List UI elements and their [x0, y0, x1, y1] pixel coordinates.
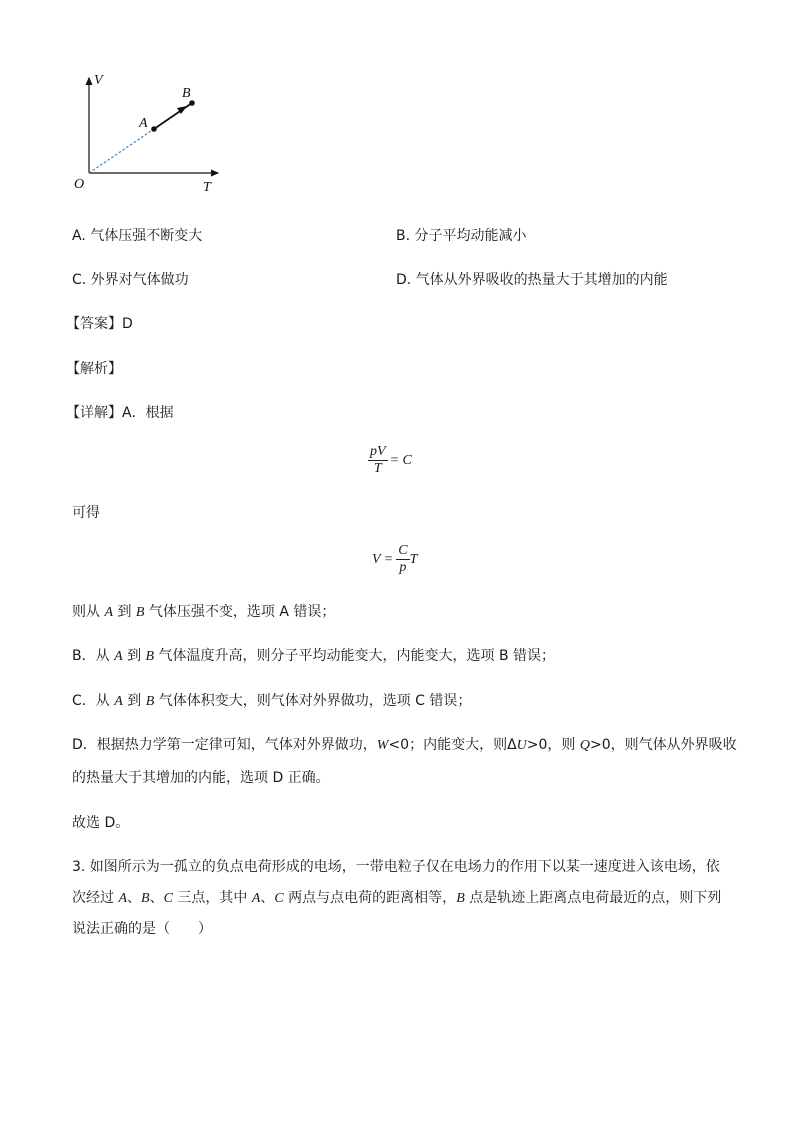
option-a: A. 气体压强不断变大: [72, 228, 203, 244]
formula2-c: C: [398, 543, 408, 558]
formula-volume: [372, 543, 417, 576]
text: 到: [122, 648, 146, 664]
text: 到: [122, 693, 146, 709]
analysis-label: 【解析】: [66, 361, 122, 377]
text: 到: [113, 604, 136, 620]
text: <0；内能变大，则Δ: [388, 737, 517, 753]
q3-line2: [72, 888, 721, 909]
explain-d-cont: 的热量大于其增加的内能，选项 D 正确。: [72, 770, 330, 786]
conclusion: 故选 D。: [72, 815, 130, 831]
formula2-p: p: [399, 560, 407, 575]
text: 三点，其中: [172, 890, 252, 906]
formula1-rhs: = C: [389, 452, 412, 468]
label-t: T: [203, 180, 211, 195]
var-b: B: [145, 694, 155, 709]
option-c: C. 外界对气体做功: [72, 272, 189, 288]
answer-line: [66, 314, 133, 334]
formula2-t: T: [409, 551, 418, 567]
text: 次经过: [72, 890, 119, 906]
formula1-t: T: [373, 461, 382, 476]
detail-intro: 【详解】A．根据: [66, 405, 174, 421]
label-v: V: [94, 73, 103, 88]
text: B．从: [72, 648, 115, 664]
answer-label: 【答案】: [66, 316, 122, 332]
option-d: D. 气体从外界吸收的热量大于其增加的内能: [396, 272, 668, 288]
explain-a: [72, 602, 335, 623]
explain-d: [72, 735, 737, 756]
text: >0，则: [526, 737, 580, 753]
var-a: A: [114, 694, 123, 709]
dashed-extension: [89, 129, 154, 173]
var-a: A: [251, 891, 261, 906]
formula-ideal-gas: [368, 444, 412, 477]
explain-c: [72, 691, 471, 712]
text: 、: [260, 890, 275, 906]
text: 则从: [72, 604, 105, 620]
text: 气体压强不变，选项 A 错误；: [144, 604, 336, 620]
text: 、: [127, 890, 142, 906]
var-q: Q: [579, 738, 591, 753]
explain-b: [72, 646, 555, 667]
var-a: A: [118, 891, 128, 906]
text: 气体体积变大，则气体对外界做功，选项 C 错误；: [154, 693, 472, 709]
label-o: O: [74, 177, 85, 192]
q3-line3: 说法正确的是（ ）: [72, 921, 212, 937]
var-b: B: [141, 891, 150, 906]
text: 气体温度升高，则分子平均动能变大，内能变大，选项 B 错误；: [154, 648, 556, 664]
vt-graph: [66, 70, 306, 200]
var-a: A: [104, 605, 114, 620]
var-b: B: [456, 891, 465, 906]
label-b: B: [182, 86, 191, 101]
q3-line1: 3. 如图所示为一孤立的负点电荷形成的电场，一带电粒子仅在电场力的作用下以某一速度进入该电场，依: [72, 859, 720, 875]
text: >0，则气体从外界吸收: [590, 737, 737, 753]
formula1-v: V: [377, 444, 386, 459]
formula1-p: p: [370, 444, 377, 459]
option-b: B. 分子平均动能减小: [396, 228, 527, 244]
formula2-lhs: V =: [372, 551, 394, 567]
text: D．根据热力学第一定律可知，气体对外界做功，: [72, 737, 377, 753]
kede: 可得: [72, 505, 100, 521]
text: C．从: [72, 693, 115, 709]
var-w: W: [376, 738, 389, 753]
var-c: C: [163, 891, 173, 906]
answer-value: D: [122, 316, 133, 332]
var-u: U: [516, 738, 527, 753]
text: 、: [149, 890, 164, 906]
var-a: A: [114, 649, 123, 664]
var-b: B: [135, 605, 145, 620]
label-a: A: [139, 116, 148, 131]
text: 点是轨迹上距离点电荷最近的点，则下列: [464, 890, 722, 906]
var-b: B: [145, 649, 155, 664]
text: 两点与点电荷的距离相等，: [283, 890, 457, 906]
var-c: C: [274, 891, 284, 906]
point-b-dot: [189, 100, 195, 106]
point-a-dot: [151, 126, 157, 132]
